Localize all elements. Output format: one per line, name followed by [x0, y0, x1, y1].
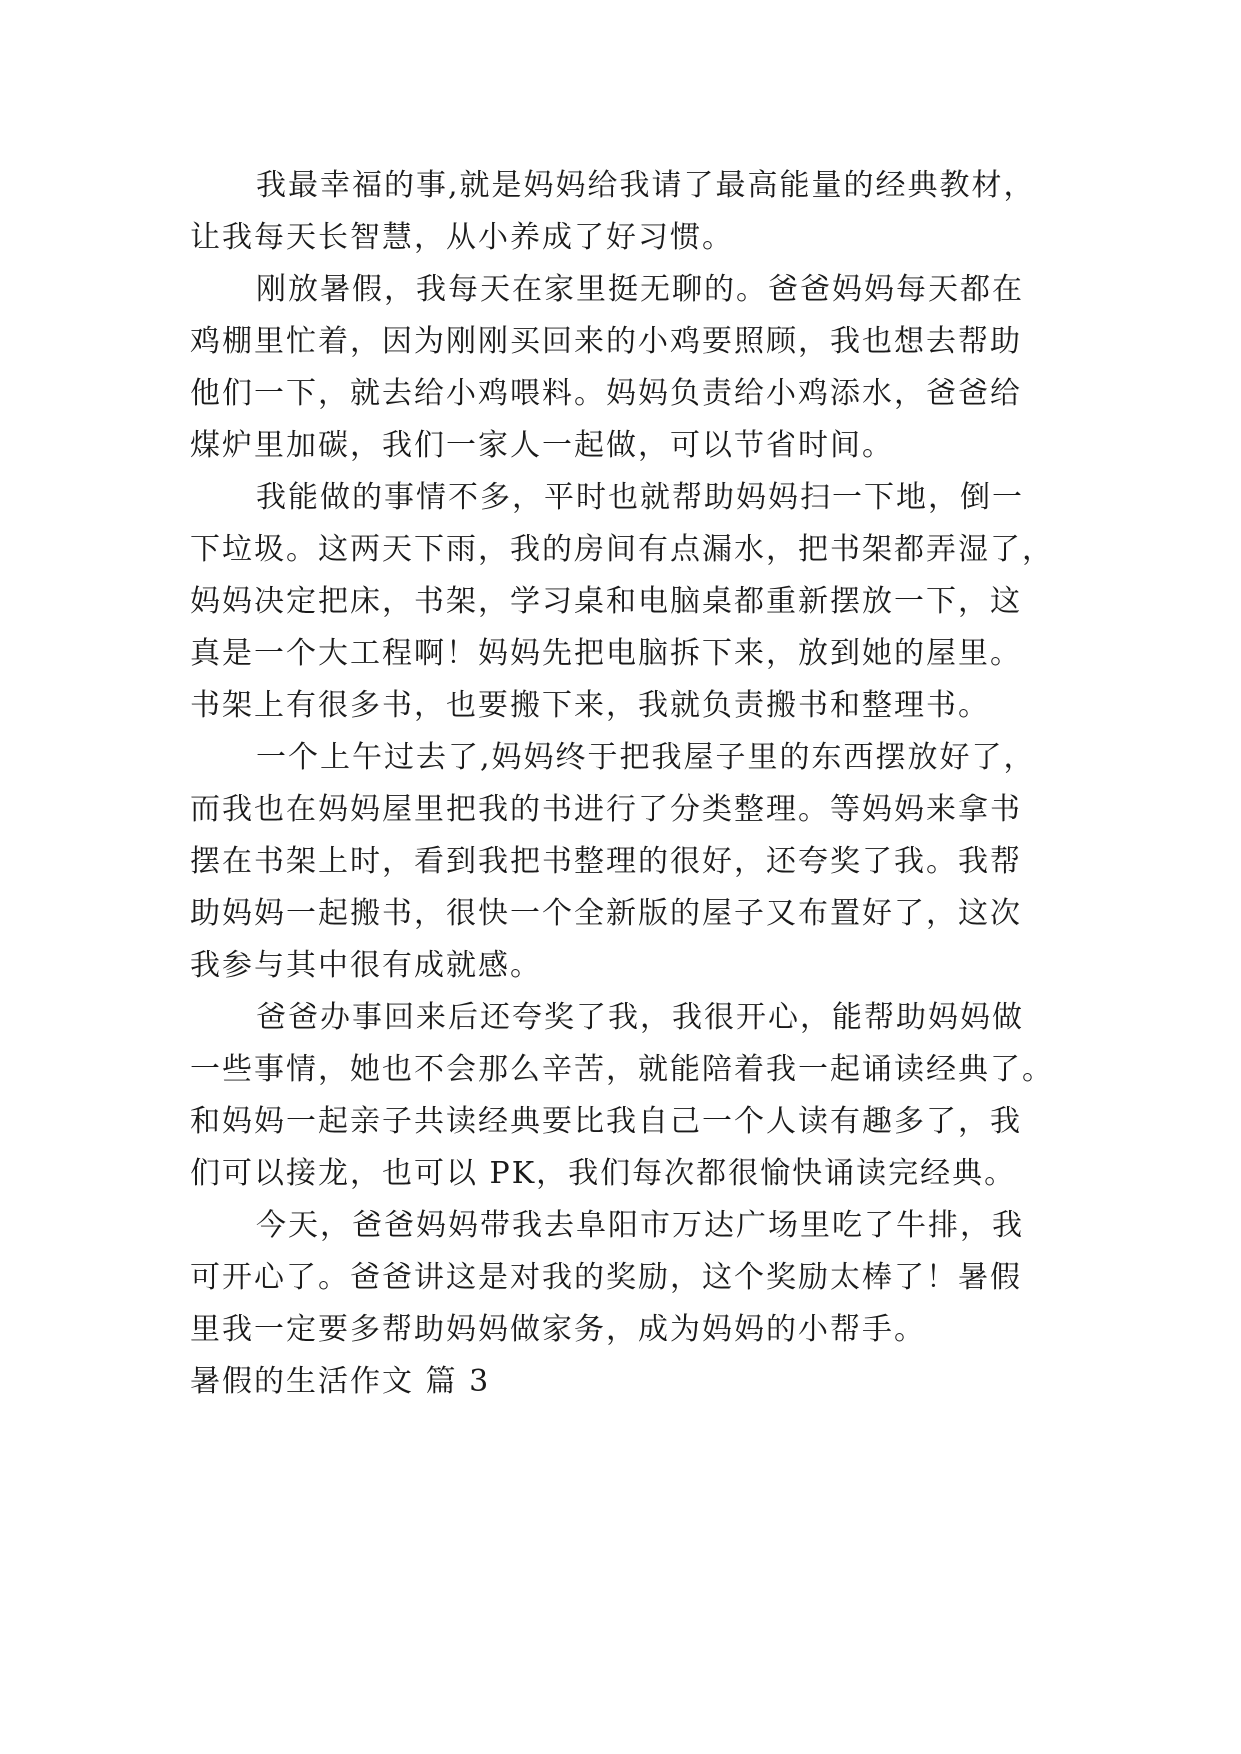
paragraph-line: 今天，爸爸妈妈带我去阜阳市万达广场里吃了牛排，我	[256, 1208, 1024, 1243]
paragraph-line: 真是一个大工程啊！妈妈先把电脑拆下来，放到她的屋里。	[190, 636, 1022, 671]
paragraph-line: 一个上午过去了,妈妈终于把我屋子里的东西摆放好了，	[256, 740, 1036, 775]
paragraph-2	[190, 264, 1090, 472]
paragraph-line: 煤炉里加碳，我们一家人一起做，可以节省时间。	[190, 428, 894, 463]
paragraph-1	[190, 160, 1090, 264]
paragraph-4	[190, 732, 1090, 992]
paragraph-line: 鸡棚里忙着，因为刚刚买回来的小鸡要照顾，我也想去帮助	[190, 324, 1022, 359]
paragraph-line: 下垃圾。这两天下雨，我的房间有点漏水，把书架都弄湿了，	[190, 532, 1054, 567]
paragraph-line: 一些事情，她也不会那么辛苦，就能陪着我一起诵读经典了。	[190, 1052, 1054, 1087]
paragraph-line: 书架上有很多书，也要搬下来，我就负责搬书和整理书。	[190, 688, 990, 723]
document-page	[190, 160, 1090, 1408]
paragraph-line: 摆在书架上时，看到我把书整理的很好，还夸奖了我。我帮	[190, 844, 1022, 879]
paragraph-line: 让我每天长智慧，从小养成了好习惯。	[190, 220, 734, 255]
paragraph-6	[190, 1200, 1090, 1356]
paragraph-line: 爸爸办事回来后还夸奖了我，我很开心，能帮助妈妈做	[256, 1000, 1024, 1035]
paragraph-3	[190, 472, 1090, 732]
paragraph-line: 可开心了。爸爸讲这是对我的奖励，这个奖励太棒了！暑假	[190, 1260, 1022, 1295]
paragraph-line: 他们一下，就去给小鸡喂料。妈妈负责给小鸡添水，爸爸给	[190, 376, 1022, 411]
paragraph-line: 而我也在妈妈屋里把我的书进行了分类整理。等妈妈来拿书	[190, 792, 1022, 827]
paragraph-line: 我最幸福的事,就是妈妈给我请了最高能量的经典教材，	[256, 168, 1036, 203]
paragraph-line: 们可以接龙，也可以 PK，我们每次都很愉快诵读完经典。	[190, 1156, 1017, 1191]
paragraph-line: 我参与其中很有成就感。	[190, 948, 542, 983]
paragraph-5	[190, 992, 1090, 1200]
paragraph-line: 和妈妈一起亲子共读经典要比我自己一个人读有趣多了，我	[190, 1104, 1022, 1139]
paragraph-line: 助妈妈一起搬书，很快一个全新版的屋子又布置好了，这次	[190, 896, 1022, 931]
section-heading: 暑假的生活作文 篇 3	[190, 1364, 491, 1399]
paragraph-line: 刚放暑假，我每天在家里挺无聊的。爸爸妈妈每天都在	[256, 272, 1024, 307]
paragraph-line: 里我一定要多帮助妈妈做家务，成为妈妈的小帮手。	[190, 1312, 926, 1347]
paragraph-line: 我能做的事情不多，平时也就帮助妈妈扫一下地，倒一	[256, 480, 1024, 515]
paragraph-line: 妈妈决定把床，书架，学习桌和电脑桌都重新摆放一下，这	[190, 584, 1022, 619]
